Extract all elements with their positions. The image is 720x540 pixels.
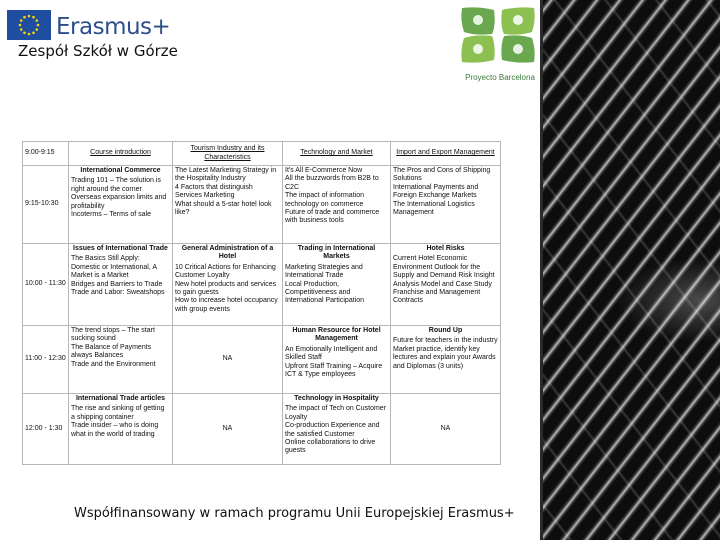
proyecto-barcelona-text: Proyecto Barcelona (465, 73, 535, 82)
cell-title: Human Resource for Hotel Management (292, 327, 381, 343)
cell-line: Incoterms – Terms of sale (71, 210, 152, 218)
table-cell (283, 394, 391, 465)
cell-title: Technology in Hospitality (294, 395, 379, 402)
proyecto-barcelona-logo (458, 4, 538, 66)
cell-line: The Pros and Cons of Shipping Solutions (393, 167, 491, 183)
cell-line: New hotel products and services to gain guests (175, 280, 277, 296)
table-cell (69, 394, 173, 465)
time-cell: 10:00 - 11:30 (23, 244, 69, 326)
table-cell (173, 166, 283, 244)
cell-line: Trade and the Environment (71, 360, 156, 368)
footer-text: Współfinansowany w ramach programu Unii Europejskiej Erasmus+ (74, 506, 515, 521)
column-header: Course introduction (69, 142, 173, 166)
cell-line: An Emotionally Intelligent and Skilled Staff (285, 345, 378, 362)
table-cell: NA (173, 394, 283, 465)
cell-line: Market practice, identify key lectures and explain your Awards and Diplomas (3 units) (393, 345, 496, 370)
cell-title: International Commerce (80, 167, 161, 174)
cell-line: Local Production, Competitiveness and International Participation (285, 280, 364, 305)
table-row (23, 394, 501, 465)
cell-title: Round Up (428, 327, 463, 334)
cell-line: Trade insider – who is doing what in the world of trading (71, 422, 159, 438)
cell-line: Online collaborations to drive guests (285, 438, 376, 455)
cell-title: Trading in International Markets (297, 245, 376, 261)
cell-line: Co-production Experience and the satisfied Customer (285, 422, 380, 438)
table-cell (283, 166, 391, 244)
table-cell: NA (173, 326, 283, 394)
cell-line: What should a 5-star hotel look like? (175, 200, 272, 216)
cell-line: Future for teachers in the industry (393, 337, 498, 345)
cell-line: Trading 101 – The solution is right around the corner (71, 177, 161, 193)
table-cell (173, 244, 283, 326)
table-header-row (23, 142, 501, 166)
cell-line: The International Logistics Management (393, 200, 475, 216)
cell-line: The trend stops – The start sucking sound (71, 327, 155, 343)
table-row (23, 166, 501, 244)
schedule-table (22, 141, 501, 465)
cell-line: It's All E-Commerce Now (285, 167, 363, 174)
eu-flag-icon (7, 10, 51, 40)
cell-title: Hotel Risks (426, 245, 465, 252)
table-row (23, 326, 501, 394)
table-cell (391, 326, 501, 394)
school-name: Zespół Szkół w Górze (18, 42, 178, 60)
cell-line: Marketing Strategies and International Trade (285, 263, 363, 280)
cell-line: All the buzzwords from B2B to C2C (285, 175, 379, 191)
table-cell (69, 326, 173, 394)
cell-line: 10 Critical Actions for Enhancing Customer Loyalty (175, 263, 276, 280)
table-cell (391, 166, 501, 244)
cell-line: How to increase hotel occupancy with group events (175, 297, 278, 313)
table-cell: NA (391, 394, 501, 465)
time-cell: 11:00 - 12:30 (23, 326, 69, 394)
table-cell (283, 244, 391, 326)
cell-line: Analysis Model and Case Study Franchise and Management Contracts (393, 280, 492, 305)
cell-line: Future of trade and commerce with business tools (285, 208, 380, 225)
cell-title: International Trade articles (75, 395, 166, 402)
erasmus-logo-text: Erasmus+ (56, 14, 171, 40)
column-header: Technology and Market (283, 142, 391, 166)
cell-line: Trade and Labor: Sweatshops (71, 288, 165, 296)
time-cell: 12:00 - 1:30 (23, 394, 69, 465)
cell-title: Issues of International Trade (73, 245, 168, 252)
cell-line: The impact of information technology on commerce (285, 192, 364, 208)
cell-line: Upfront Staff Training – Acquire ICT & Type employees (285, 362, 383, 378)
cell-line: Overseas expansion limits and profitability (71, 194, 167, 210)
cell-line: International Payments and Foreign Exchange Markets (393, 183, 479, 200)
cell-line: Bridges and Barriers to Trade (71, 280, 163, 288)
table-cell (69, 244, 173, 326)
decorative-panel (540, 0, 720, 540)
time-cell: 9:00-9:15 (23, 142, 69, 166)
column-header: Tourism Industry and its Characteristics (173, 142, 283, 166)
cell-line: The rise and sinking of getting a shipping container (71, 405, 165, 421)
cell-line: 4 Factors that distinguish Services Marketing (175, 183, 253, 200)
cell-line: The Basics Still Apply: Domestic or International, A Market is a Market (71, 255, 157, 280)
cell-line: The impact of Tech on Customer Loyalty (285, 405, 387, 421)
table-cell (283, 326, 391, 394)
column-header: Import and Export Management (391, 142, 501, 166)
cell-line: Current Hotel Economic Environment Outlook for the Supply and Demand Risk Insight (393, 255, 495, 280)
table-cell (391, 244, 501, 326)
table-row (23, 244, 501, 326)
cell-line: The Balance of Payments always Balances (71, 343, 152, 360)
time-cell: 9:15-10:30 (23, 166, 69, 244)
cell-title: General Administration of a Hotel (181, 245, 274, 261)
table-cell (69, 166, 173, 244)
cell-line: The Latest Marketing Strategy in the Hospitality Industry (175, 167, 277, 183)
